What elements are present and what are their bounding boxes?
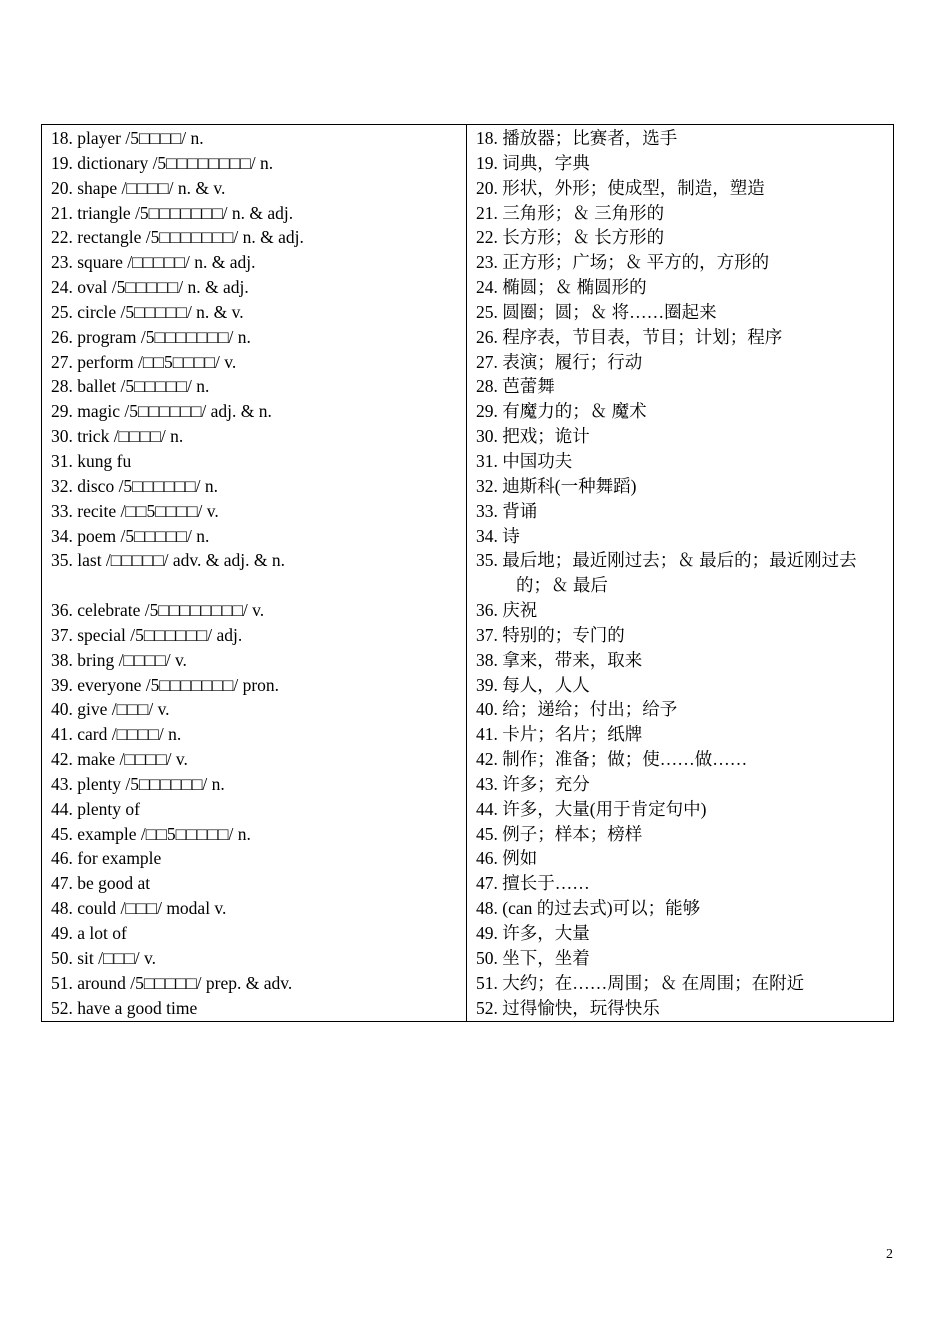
english-term: 47. be good at bbox=[51, 873, 151, 894]
chinese-definition: 34. 诗 bbox=[476, 525, 520, 546]
english-term: 51. around /5□□□□□/ prep. & adv. bbox=[51, 972, 293, 993]
chinese-definition: 21. 三角形；＆ 三角形的 bbox=[476, 202, 665, 223]
english-term: 33. recite /□□5□□□□/ v. bbox=[51, 500, 219, 521]
chinese-definition: 41. 卡片；名片；纸牌 bbox=[476, 724, 643, 745]
chinese-definition: 31. 中国功夫 bbox=[476, 450, 573, 471]
chinese-definition: 36. 庆祝 bbox=[476, 600, 538, 621]
chinese-definition: 25. 圆圈；圆；＆ 将……圈起来 bbox=[476, 301, 717, 322]
vocabulary-table bbox=[41, 124, 894, 1022]
chinese-definition: 37. 特别的；专门的 bbox=[476, 624, 625, 645]
chinese-definition: 52. 过得愉快，玩得快乐 bbox=[476, 997, 660, 1018]
chinese-definition: 28. 芭蕾舞 bbox=[476, 376, 555, 397]
chinese-definition: 22. 长方形；＆ 长方形的 bbox=[476, 227, 665, 248]
chinese-definition: 47. 擅长于…… bbox=[476, 873, 590, 894]
english-term: 42. make /□□□□/ v. bbox=[51, 749, 188, 770]
chinese-definition: 42. 制作；准备；做；使……做…… bbox=[476, 749, 748, 770]
english-term: 46. for example bbox=[51, 848, 162, 869]
english-term: 26. program /5□□□□□□□/ n. bbox=[51, 326, 251, 347]
english-term: 50. sit /□□□/ v. bbox=[51, 947, 156, 968]
chinese-definition: 46. 例如 bbox=[476, 848, 538, 869]
english-term: 38. bring /□□□□/ v. bbox=[51, 649, 187, 670]
english-term: 23. square /□□□□□/ n. & adj. bbox=[51, 252, 256, 273]
chinese-definition: 32. 迪斯科(一种舞蹈) bbox=[476, 475, 637, 496]
chinese-definition: 35. 最后地；最近刚过去；＆ 最后的；最近刚过去的；＆ 最后 bbox=[476, 550, 857, 596]
chinese-definition: 33. 背诵 bbox=[476, 500, 538, 521]
english-term: 28. ballet /5□□□□□/ n. bbox=[51, 376, 210, 397]
english-term: 18. player /5□□□□/ n. bbox=[51, 128, 204, 148]
english-term: 52. have a good time bbox=[51, 997, 198, 1018]
english-term: 36. celebrate /5□□□□□□□□/ v. bbox=[51, 600, 265, 621]
english-term: 20. shape /□□□□/ n. & v. bbox=[51, 177, 226, 198]
chinese-definition: 49. 许多，大量 bbox=[476, 923, 590, 943]
english-term: 25. circle /5□□□□□/ n. & v. bbox=[51, 301, 244, 322]
english-term: 32. disco /5□□□□□□/ n. bbox=[51, 475, 218, 496]
chinese-definition: 50. 坐下，坐着 bbox=[476, 947, 590, 968]
chinese-definition: 26. 程序表，节目表，节目；计划；程序 bbox=[476, 326, 783, 347]
chinese-definition: 19. 词典，字典 bbox=[476, 152, 590, 173]
english-term: 27. perform /□□5□□□□/ v. bbox=[51, 351, 237, 372]
chinese-definition: 27. 表演；履行；行动 bbox=[476, 351, 643, 372]
english-term: 29. magic /5□□□□□□/ adj. & n. bbox=[51, 401, 272, 422]
english-term: 31. kung fu bbox=[51, 450, 132, 471]
chinese-definition: 38. 拿来，带来，取来 bbox=[476, 649, 643, 670]
chinese-definition: 44. 许多，大量(用于肯定句中) bbox=[476, 798, 707, 819]
chinese-definition: 20. 形状，外形；使成型，制造，塑造 bbox=[476, 177, 765, 198]
english-term: 35. last /□□□□□/ adv. & adj. & n. bbox=[51, 550, 285, 571]
chinese-definition: 43. 许多；充分 bbox=[476, 773, 590, 794]
english-term: 48. could /□□□/ modal v. bbox=[51, 898, 227, 919]
english-term: 34. poem /5□□□□□/ n. bbox=[51, 525, 210, 546]
english-term: 21. triangle /5□□□□□□□/ n. & adj. bbox=[51, 202, 294, 223]
english-term: 22. rectangle /5□□□□□□□/ n. & adj. bbox=[51, 227, 304, 248]
english-term: 19. dictionary /5□□□□□□□□/ n. bbox=[51, 152, 274, 173]
chinese-definition: 45. 例子；样本；榜样 bbox=[476, 823, 643, 844]
chinese-definition: 30. 把戏；诡计 bbox=[476, 426, 590, 447]
chinese-definition: 18. 播放器；比赛者，选手 bbox=[476, 128, 678, 148]
chinese-definition: 40. 给；递给；付出；给予 bbox=[476, 699, 678, 720]
page-number: 2 bbox=[886, 1247, 893, 1262]
english-term: 41. card /□□□□/ n. bbox=[51, 724, 182, 745]
chinese-definition: 39. 每人，人人 bbox=[476, 674, 590, 695]
english-term: 24. oval /5□□□□□/ n. & adj. bbox=[51, 277, 249, 298]
chinese-definition: 24. 椭圆；＆ 椭圆形的 bbox=[476, 277, 647, 298]
chinese-column bbox=[467, 125, 891, 1021]
chinese-definition: 29. 有魔力的；＆ 魔术 bbox=[476, 401, 647, 422]
english-term: 49. a lot of bbox=[51, 923, 127, 943]
english-term: 45. example /□□5□□□□□/ n. bbox=[51, 823, 251, 844]
english-term: 43. plenty /5□□□□□□/ n. bbox=[51, 773, 225, 794]
english-term: 44. plenty of bbox=[51, 798, 140, 819]
english-term: 37. special /5□□□□□□/ adj. bbox=[51, 624, 243, 645]
chinese-definition: 23. 正方形；广场；＆ 平方的，方形的 bbox=[476, 252, 770, 273]
english-column bbox=[42, 125, 467, 1021]
chinese-definition: 51. 大约；在……周围；＆ 在周围；在附近 bbox=[476, 972, 805, 993]
english-term: 39. everyone /5□□□□□□□/ pron. bbox=[51, 674, 280, 695]
english-term: 40. give /□□□/ v. bbox=[51, 699, 170, 720]
english-term: 30. trick /□□□□/ n. bbox=[51, 426, 184, 447]
chinese-definition: 48. (can 的过去式)可以；能够 bbox=[476, 898, 701, 919]
